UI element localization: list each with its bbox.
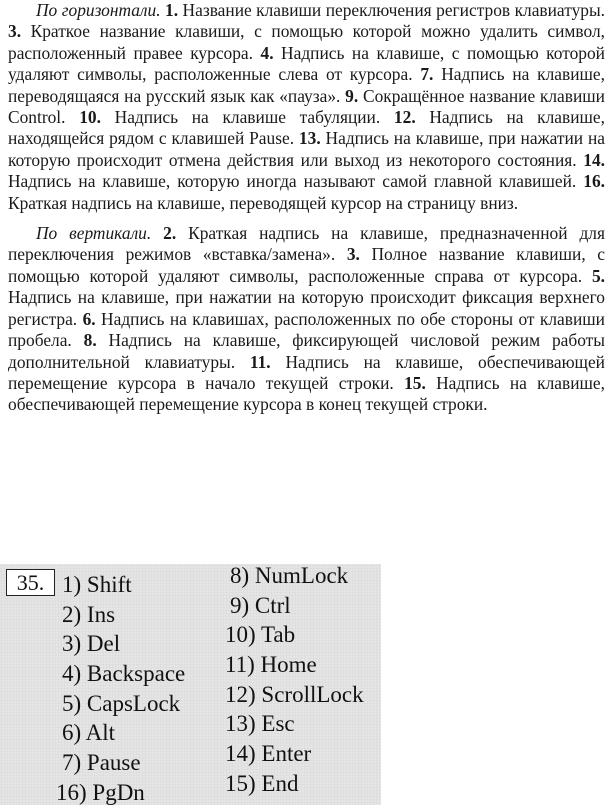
answer-item: 15) End [225,770,299,796]
clue-text: Надпись на клавише, при нажатии на которую происходит отмена действия или выход из некоторого состояния. [8,128,605,170]
answer-item: 7) Pause [62,750,141,776]
clue-text: Надпись на клавише, фиксирующей числовой режим работы дополнительной клавиатуры. [8,330,605,372]
down-clues-paragraph [8,223,605,416]
answers-right-column [225,561,364,799]
answer-item: 6) Alt [62,720,116,746]
clue-text: Полное название клавиши, с помощью которой удаляют символы, расположенные справа от курсора. [8,244,605,286]
clue-number: 15. [404,372,426,393]
clue-number: 3. [346,244,360,265]
answer-item: 4) Backspace [62,661,186,687]
answer-item: 1) Shift [62,572,132,597]
clue-number: 7. [420,64,434,85]
answer-item: 16) PgDn [56,779,145,805]
clue-text: Надпись на клавише, при нажатии на которую происходит фиксация верхнего регистра. [8,287,605,329]
answer-item: 3) Del [62,631,121,657]
clue-text: Краткая надпись на клавише, предназначенной для переключения режимов «вставка/замена». [8,223,605,265]
answer-item: 2) Ins [62,601,116,627]
clue-number: 12. [393,107,416,128]
clue-number: 14. [583,149,605,170]
across-heading: По горизонтали. [36,0,161,20]
clue-number: 11. [249,351,271,372]
clue-number: 8. [83,330,97,351]
clue-number: 2. [163,223,177,244]
document-page [8,0,605,416]
clue-number: 4. [260,42,274,63]
answer-item: 9) Ctrl [230,592,291,618]
clue-text: Надпись на клавише табуляции. [114,107,381,128]
answer-item: 10) Tab [225,622,296,648]
clue-number: 3. [8,21,22,42]
clue-number: 5. [591,265,605,286]
clue-text: Надпись на клавише, находящейся рядом с клавишей Pause. [8,107,605,149]
answer-item: 13) Esc [225,711,295,737]
clue-text: Надпись на клавише, переводящаяся на русский язык как «пауза». [8,64,605,106]
task-number-badge: 35. [6,569,55,596]
answer-item: 12) ScrollLock [225,681,364,707]
clue-number: 13. [298,128,321,149]
clue-number: 10. [79,107,101,128]
clue-text: Надпись на клавишах, расположенных по обе стороны от клавиши пробела. [8,308,605,351]
clue-text: Краткая надпись на клавише, переводящей курсор на страницу вниз. [8,192,519,213]
answer-item: 14) Enter [225,741,312,767]
clue-text: Название клавиши переключения регистров клавиатуры. [182,0,605,20]
clue-text: Краткое название клавиши, с помощью которой можно удалить символ, расположенный правее курсора. [8,21,605,63]
clue-text: Надпись на клавише, обеспечивающей перемещение курсора в конец текущей строки. [8,372,605,415]
answer-item: 11) Home [225,652,317,678]
clue-text: Надпись на клавише, с помощью которой удаляют символы, расположенные слева от курсора. [8,42,605,85]
answer-item: 8) NumLock [230,563,349,588]
clue-text: Сокращённое название клавиши Control. [8,85,605,128]
clue-number: 1. [165,0,179,20]
clue-number: 9. [345,85,359,106]
clue-number: 16. [583,171,605,192]
down-heading: По вертикали. [36,223,152,244]
across-clues-paragraph [8,0,605,214]
clue-text: Надпись на клавише, обеспечивающей перемещение курсора в начало текущей строки. [8,351,605,393]
answers-left-column [56,570,186,808]
answer-item: 5) CapsLock [62,690,181,716]
clue-number: 6. [82,308,96,329]
clue-text: Надпись на клавише, которую иногда называют самой главной клавишей. [8,171,577,192]
